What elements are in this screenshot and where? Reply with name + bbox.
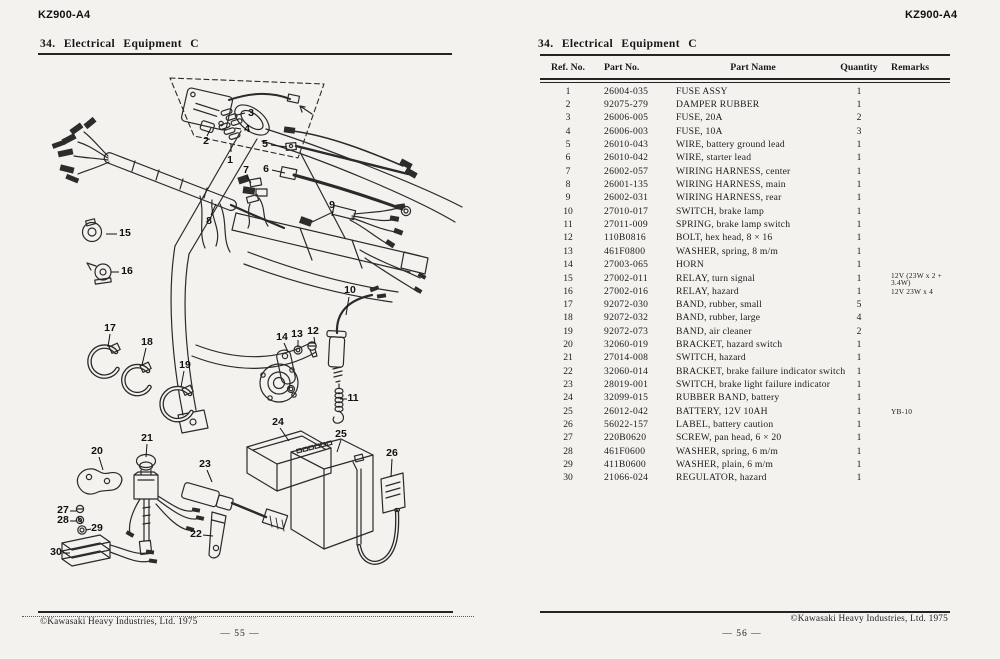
cell-ref: 5: [565, 138, 571, 150]
cell-qty: 5: [856, 298, 862, 310]
cell-pname: WASHER, plain, 6 m/m: [676, 458, 774, 470]
diagram-callout-6: 6: [263, 163, 269, 175]
cell-qty: 1: [856, 258, 862, 270]
table-row: [540, 98, 950, 111]
table-row: [540, 365, 950, 378]
cell-qty: 1: [856, 192, 862, 204]
cell-ref: 6: [565, 152, 571, 164]
table-row: [540, 232, 950, 245]
cell-ref: 23: [563, 378, 573, 390]
table-row: [540, 152, 950, 165]
cell-pno: 26001-135: [604, 178, 649, 190]
cell-ref: 16: [563, 285, 573, 297]
diagram-callout-1: 1: [227, 154, 233, 166]
cell-ref: 11: [563, 218, 573, 230]
cell-qty: 1: [856, 152, 862, 164]
table-row: [540, 298, 950, 311]
cell-pno: 220B0620: [604, 432, 647, 444]
cell-pno: 21066-024: [604, 472, 649, 484]
cell-pno: 26002-031: [604, 192, 649, 204]
cell-pno: 461F0800: [604, 245, 646, 257]
cell-qty: 3: [856, 125, 862, 137]
left-copyright: ©Kawasaki Heavy Industries, Ltd. 1975: [40, 617, 198, 627]
cell-ref: 24: [563, 392, 573, 404]
cell-ref: 25: [563, 405, 573, 417]
right-section-title: 34. Electrical Equipment C: [538, 38, 697, 50]
cell-qty: 1: [856, 472, 862, 484]
cell-ref: 4: [565, 125, 571, 137]
table-row: [540, 392, 950, 405]
cell-pname: BAND, rubber, small: [676, 298, 763, 310]
left-page-number: — 55 —: [220, 629, 260, 639]
cell-ref: 15: [563, 273, 573, 285]
cell-rem: YB-10: [891, 406, 913, 416]
table-row: [540, 405, 950, 418]
cell-pno: 27002-016: [604, 285, 649, 297]
cell-pno: 411B0600: [604, 458, 647, 470]
cell-pno: 32060-019: [604, 338, 649, 350]
callout-leader-lines: [63, 113, 392, 553]
cell-pname: BOLT, hex head, 8 × 16: [676, 232, 773, 244]
cell-pname: WIRING HARNESS, center: [676, 165, 791, 177]
diagram-callout-15: 15: [119, 227, 131, 239]
table-row: [540, 325, 950, 338]
cell-pno: 27011-009: [604, 218, 648, 230]
diagram-callout-3: 3: [248, 107, 254, 119]
cell-pno: 92075-279: [604, 98, 649, 110]
right-page-number: — 56 —: [722, 629, 762, 639]
cell-pno: 110B0816: [604, 232, 647, 244]
diagram-callout-7: 7: [243, 164, 249, 176]
cell-ref: 14: [563, 258, 573, 270]
diagram-callout-22: 22: [190, 528, 202, 540]
diagram-callout-25: 25: [335, 428, 347, 440]
cell-qty: 1: [856, 165, 862, 177]
cell-qty: 1: [856, 232, 862, 244]
cell-qty: 1: [856, 178, 862, 190]
cell-qty: 2: [856, 112, 862, 124]
diagram-callout-16: 16: [121, 265, 133, 277]
cell-pno: 32060-014: [604, 365, 649, 377]
cell-ref: 3: [565, 112, 571, 124]
table-header-rule-thick: [540, 78, 950, 80]
right-page-model-header: KZ900-A4: [905, 9, 958, 21]
cell-pname: DAMPER RUBBER: [676, 98, 760, 110]
cell-pno: 32099-015: [604, 392, 649, 404]
table-row: [540, 270, 950, 288]
cell-pno: 26010-043: [604, 138, 649, 150]
table-row: [540, 258, 950, 271]
cell-pname: WIRING HARNESS, rear: [676, 192, 782, 204]
table-row: [540, 458, 950, 471]
cell-pno: 26002-057: [604, 165, 649, 177]
cell-ref: 7: [565, 165, 571, 177]
cell-qty: 1: [856, 392, 862, 404]
table-row: [540, 378, 950, 391]
diagram-callout-9: 9: [329, 199, 335, 211]
cell-ref: 1: [565, 85, 571, 97]
cell-ref: 10: [563, 205, 573, 217]
table-row: [540, 138, 950, 151]
table-row: [540, 192, 950, 205]
cell-ref: 21: [563, 352, 573, 364]
cell-ref: 18: [563, 312, 573, 324]
cell-pname: REGULATOR, hazard: [676, 472, 767, 484]
cell-qty: 1: [856, 273, 862, 285]
cell-ref: 27: [563, 432, 573, 444]
cell-qty: 1: [856, 245, 862, 257]
cell-qty: 1: [856, 85, 862, 97]
diagram-callout-27: 27: [57, 504, 69, 516]
cell-ref: 12: [563, 232, 573, 244]
cell-pname: BAND, rubber, large: [676, 312, 761, 324]
cell-pname: HORN: [676, 258, 704, 270]
diagram-callout-17: 17: [104, 322, 116, 334]
cell-pname: WIRE, starter lead: [676, 152, 752, 164]
cell-pno: 92072-030: [604, 298, 649, 310]
parts-table-body: [540, 85, 950, 485]
diagram-callout-29: 29: [91, 522, 103, 534]
cell-rem: 12V 23W x 4: [891, 286, 933, 296]
diagram-callout-2: 2: [203, 135, 209, 147]
cell-qty: 1: [856, 205, 862, 217]
diagram-callout-14: 14: [276, 331, 288, 343]
cell-qty: 1: [856, 458, 862, 470]
diagram-callout-5: 5: [262, 138, 268, 150]
cell-pname: SPRING, brake lamp switch: [676, 218, 791, 230]
cell-pname: LABEL, battery caution: [676, 418, 774, 430]
table-row: [540, 445, 950, 458]
cell-pno: 56022-157: [604, 418, 649, 430]
right-bottom-rule: [540, 611, 950, 613]
table-row: [540, 112, 950, 125]
cell-pno: 461F0600: [604, 445, 646, 457]
table-row: [540, 165, 950, 178]
cell-ref: 19: [563, 325, 573, 337]
cell-ref: 9: [565, 192, 571, 204]
cell-pname: SWITCH, hazard: [676, 352, 746, 364]
table-row: [540, 125, 950, 138]
cell-ref: 2: [565, 98, 571, 110]
table-top-rule: [540, 54, 950, 56]
diagram-callout-20: 20: [91, 445, 103, 457]
left-page-model-header: KZ900-A4: [38, 9, 91, 21]
cell-qty: 1: [856, 218, 862, 230]
cell-pno: 26004-035: [604, 85, 649, 97]
diagram-callout-11: 11: [347, 392, 359, 404]
cell-pno: 26006-005: [604, 112, 649, 124]
cell-ref: 22: [563, 365, 573, 377]
cell-ref: 29: [563, 458, 573, 470]
diagram-callout-8: 8: [206, 215, 212, 227]
table-row: [540, 285, 950, 298]
cell-pno: 26010-042: [604, 152, 649, 164]
cell-pno: 26006-003: [604, 125, 649, 137]
cell-qty: 1: [856, 445, 862, 457]
cell-pno: 26012-042: [604, 405, 649, 417]
table-row: [540, 178, 950, 191]
diagram-callout-23: 23: [199, 458, 211, 470]
cell-pname: SWITCH, brake light failure indicator: [676, 378, 831, 390]
diagram-callout-30: 30: [50, 546, 62, 558]
table-row: [540, 205, 950, 218]
cell-qty: 1: [856, 138, 862, 150]
table-row: [540, 432, 950, 445]
diagram-callout-24: 24: [272, 416, 284, 428]
left-bottom-rule: [38, 611, 453, 613]
cell-ref: 17: [563, 298, 573, 310]
cell-pno: 92072-032: [604, 312, 649, 324]
table-row: [540, 85, 950, 98]
col-ref-no: Ref. No.: [550, 62, 585, 73]
cell-pname: BRACKET, brake failure indicator switch: [676, 365, 846, 377]
cell-pno: 27010-017: [604, 205, 649, 217]
cell-pname: SCREW, pan head, 6 × 20: [676, 432, 782, 444]
table-header-rule-thin: [540, 82, 950, 83]
table-row: [540, 245, 950, 258]
cell-qty: 1: [856, 418, 862, 430]
table-row: [540, 338, 950, 351]
cell-qty: 1: [856, 338, 862, 350]
cell-ref: 8: [565, 178, 571, 190]
cell-pname: FUSE ASSY: [676, 85, 728, 97]
cell-pno: 27003-065: [604, 258, 649, 270]
cell-ref: 13: [563, 245, 573, 257]
diagram-callout-21: 21: [141, 432, 153, 444]
left-section-title: 34. Electrical Equipment C: [40, 38, 199, 50]
cell-pno: 27002-011: [604, 273, 648, 285]
cell-qty: 1: [856, 98, 862, 110]
table-row: [540, 218, 950, 231]
table-row: [540, 312, 950, 325]
cell-qty: 1: [856, 285, 862, 297]
cell-pname: BAND, air cleaner: [676, 325, 752, 337]
diagram-callout-26: 26: [386, 447, 398, 459]
col-quantity: Quantity: [840, 62, 878, 73]
cell-pname: RELAY, hazard: [676, 285, 739, 297]
cell-pname: RELAY, turn signal: [676, 273, 756, 285]
cell-qty: 1: [856, 365, 862, 377]
diagram-callout-18: 18: [141, 336, 153, 348]
cell-ref: 30: [563, 472, 573, 484]
table-row: [540, 418, 950, 431]
cell-pname: WASHER, spring, 8 m/m: [676, 245, 779, 257]
cell-pname: RUBBER BAND, battery: [676, 392, 780, 404]
cell-pname: BATTERY, 12V 10AH: [676, 405, 768, 417]
cell-pname: SWITCH, brake lamp: [676, 205, 765, 217]
cell-rem: 12V (23W x 2 + 3.4W): [891, 270, 943, 288]
table-header-row: [540, 58, 950, 78]
diagram-callout-4: 4: [244, 123, 250, 135]
cell-ref: 20: [563, 338, 573, 350]
diagram-callout-12: 12: [307, 325, 319, 337]
col-remarks: Remarks: [891, 62, 930, 73]
cell-pname: WIRING HARNESS, main: [676, 178, 786, 190]
cell-pno: 28019-001: [604, 378, 649, 390]
cell-qty: 1: [856, 405, 862, 417]
cell-qty: 2: [856, 325, 862, 337]
cell-ref: 26: [563, 418, 573, 430]
diagram-callout-10: 10: [344, 284, 356, 296]
right-copyright: ©Kawasaki Heavy Industries, Ltd. 1975: [790, 614, 948, 624]
col-part-no: Part No.: [604, 62, 640, 73]
col-part-name: Part Name: [730, 62, 776, 73]
cell-pno: 92072-073: [604, 325, 649, 337]
cell-pname: FUSE, 20A: [676, 112, 723, 124]
cell-pname: BRACKET, hazard switch: [676, 338, 783, 350]
table-row: [540, 472, 950, 485]
cell-pname: WASHER, spring, 6 m/m: [676, 445, 779, 457]
cell-qty: 4: [856, 312, 862, 324]
cell-pno: 27014-008: [604, 352, 649, 364]
diagram-callout-28: 28: [57, 514, 69, 526]
diagram-callout-13: 13: [291, 328, 303, 340]
cell-pname: WIRE, battery ground lead: [676, 138, 785, 150]
cell-qty: 1: [856, 352, 862, 364]
cell-qty: 1: [856, 378, 862, 390]
cell-ref: 28: [563, 445, 573, 457]
cell-qty: 1: [856, 432, 862, 444]
cell-pname: FUSE, 10A: [676, 125, 723, 137]
diagram-callout-19: 19: [179, 359, 191, 371]
table-row: [540, 352, 950, 365]
